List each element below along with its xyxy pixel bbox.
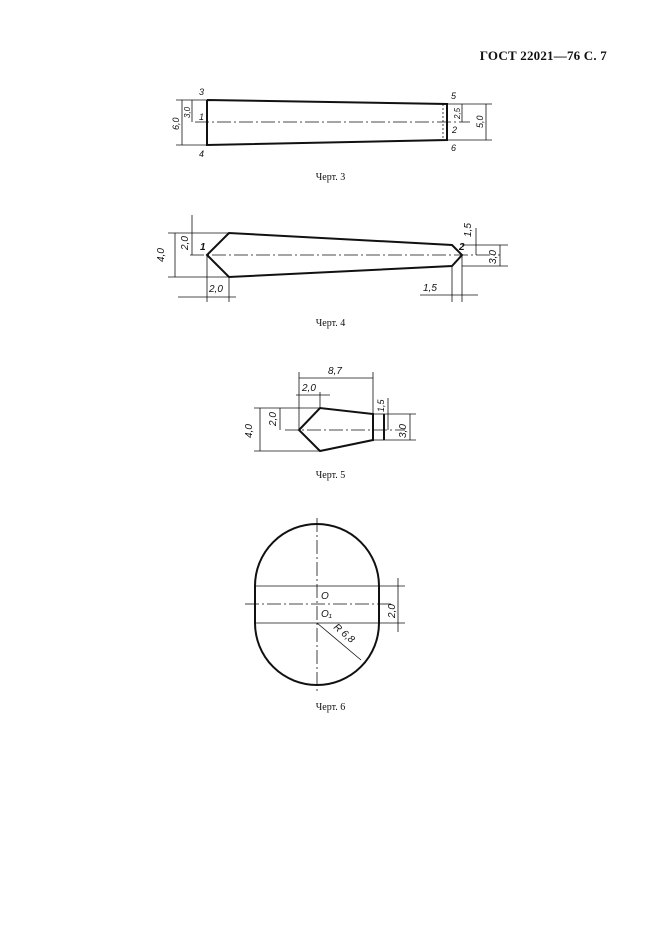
figure-5-dim-height-left: 4,0 xyxy=(244,424,255,438)
figure-6-offset-dim: 2,0 xyxy=(387,604,398,618)
figure-6-body xyxy=(245,518,405,692)
figure-4-body xyxy=(168,215,508,302)
page-header-standard-number: ГОСТ 22021—76 С. 7 xyxy=(479,48,607,63)
figure-3-dim-half-left: 3,0 xyxy=(183,106,192,118)
figure-6-radius-label: R 6,8 xyxy=(331,621,357,646)
figure-4-caption: Черт. 4 xyxy=(315,318,346,329)
figure-5-body xyxy=(254,372,416,451)
figure-3-point-1: 1 xyxy=(199,112,205,122)
figure-6-caption: Черт. 6 xyxy=(315,702,346,713)
figure-3-body xyxy=(176,100,492,145)
figure-3-dim-height-left: 6,0 xyxy=(171,117,181,130)
figure-5-dim-half-left: 2,0 xyxy=(268,412,279,426)
figure-3-caption: Черт. 3 xyxy=(315,172,346,183)
figure-6-center-o1: O₁ xyxy=(321,609,332,620)
figure-5-caption: Черт. 5 xyxy=(315,470,346,481)
figure-3-point-6: 6 xyxy=(451,143,457,153)
figure-4-point-2: 2 xyxy=(459,242,465,253)
figure-5-dim-chamfer: 2,0 xyxy=(302,383,316,394)
figure-4-point-1: 1 xyxy=(200,242,206,253)
figure-4-dim-chamfer-left: 2,0 xyxy=(209,284,223,295)
figure-4-dim-height-right: 3,0 xyxy=(488,250,499,264)
figure-3-point-3: 3 xyxy=(199,87,205,97)
figure-6-center-o: O xyxy=(321,591,329,602)
figure-4-dim-height-left: 4,0 xyxy=(156,248,167,262)
figure-3-dim-half-right: 2,5 xyxy=(453,107,462,119)
figure-5-dim-length: 8,7 xyxy=(328,366,342,377)
figure-3-point-5: 5 xyxy=(451,91,457,101)
figure-4-dim-half-left: 2,0 xyxy=(180,236,191,250)
figure-4-dim-chamfer-right: 1,5 xyxy=(423,283,437,294)
figure-4-dim-half-right: 1,5 xyxy=(463,223,474,237)
figure-3-point-2: 2 xyxy=(452,125,458,135)
figure-3-point-4: 4 xyxy=(199,149,205,159)
figure-5-dim-half-right: 1,5 xyxy=(376,399,386,412)
figure-5-dim-height-right: 3,0 xyxy=(398,424,409,438)
figure-3-dim-height-right: 5,0 xyxy=(475,115,485,128)
